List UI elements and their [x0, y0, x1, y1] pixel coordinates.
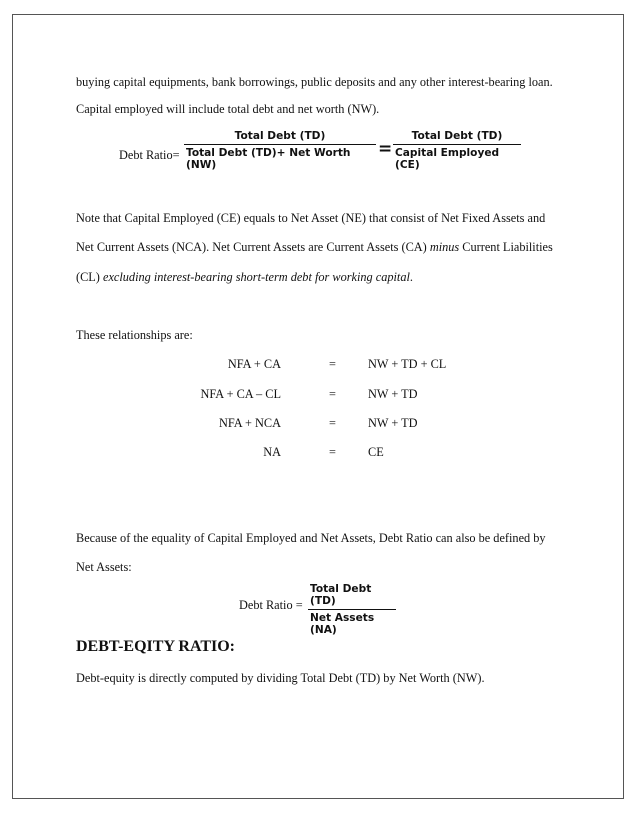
relationship-equals: = [329, 445, 336, 459]
intro-line-1: buying capital equipments, bank borrowings, public deposits and any other interest-bearing loan. [76, 75, 553, 89]
intro-line-2: Capital employed will include total debt and net worth (NW). [76, 102, 380, 116]
relationships-intro: These relationships are: [76, 328, 193, 342]
formula1-frac1-numerator: Total Debt (TD) [234, 130, 326, 142]
formula1-equals-sign: = [378, 139, 393, 159]
relationship-equals: = [329, 387, 336, 401]
formula1-fraction-2 [393, 130, 521, 171]
formula1-frac2-denominator: Capital Employed (CE) [395, 147, 500, 171]
formula1-frac1-denominator: Total Debt (TD)+ Net Worth (NW) [186, 147, 351, 171]
note-line-2 [76, 240, 553, 254]
equality-line-2: Net Assets: [76, 560, 132, 574]
relationship-left: NFA + CA [227, 357, 281, 371]
section-heading: DEBT-EQITY RATIO: [76, 638, 235, 655]
formula2-numerator: Total Debt (TD) [310, 583, 372, 607]
note-line-3-pre: (CL) [76, 270, 103, 284]
relationship-right: NW + TD [368, 387, 418, 401]
relationship-left: NA [263, 445, 281, 459]
formula1-frac2-numerator: Total Debt (TD) [411, 130, 503, 142]
note-line-1: Note that Capital Employed (CE) equals to Net Asset (NE) that consist of Net Fixed Assets and [76, 211, 546, 225]
note-line-2-post: Current Liabilities [459, 240, 553, 254]
relationship-right: NW + TD + CL [368, 357, 447, 371]
formula2-label: Debt Ratio = [239, 598, 303, 612]
note-line-3 [76, 270, 413, 284]
note-line-3-italic: excluding interest-bearing short-term debt for working capital [102, 270, 410, 284]
relationship-right: NW + TD [368, 416, 418, 430]
relationship-equals: = [329, 357, 336, 371]
relationship-equals: = [329, 416, 336, 430]
note-line-2-pre: Net Current Assets (NCA). Net Current Assets are Current Assets (CA) [76, 240, 430, 254]
formula2-denominator: Net Assets (NA) [310, 612, 375, 636]
relationship-left: NFA + CA – CL [200, 387, 281, 401]
formula2-fraction [308, 583, 396, 636]
formula1-label: Debt Ratio= [119, 148, 180, 162]
relationship-left: NFA + NCA [218, 416, 281, 430]
equality-line-1: Because of the equality of Capital Employed and Net Assets, Debt Ratio can also be defined by [76, 531, 546, 545]
section-body: Debt-equity is directly computed by dividing Total Debt (TD) by Net Worth (NW). [76, 671, 485, 685]
formula1-fraction-1 [184, 130, 376, 171]
note-line-2-italic: minus [429, 240, 460, 254]
relationship-right: CE [368, 445, 384, 459]
note-line-3-post: . [409, 270, 413, 284]
